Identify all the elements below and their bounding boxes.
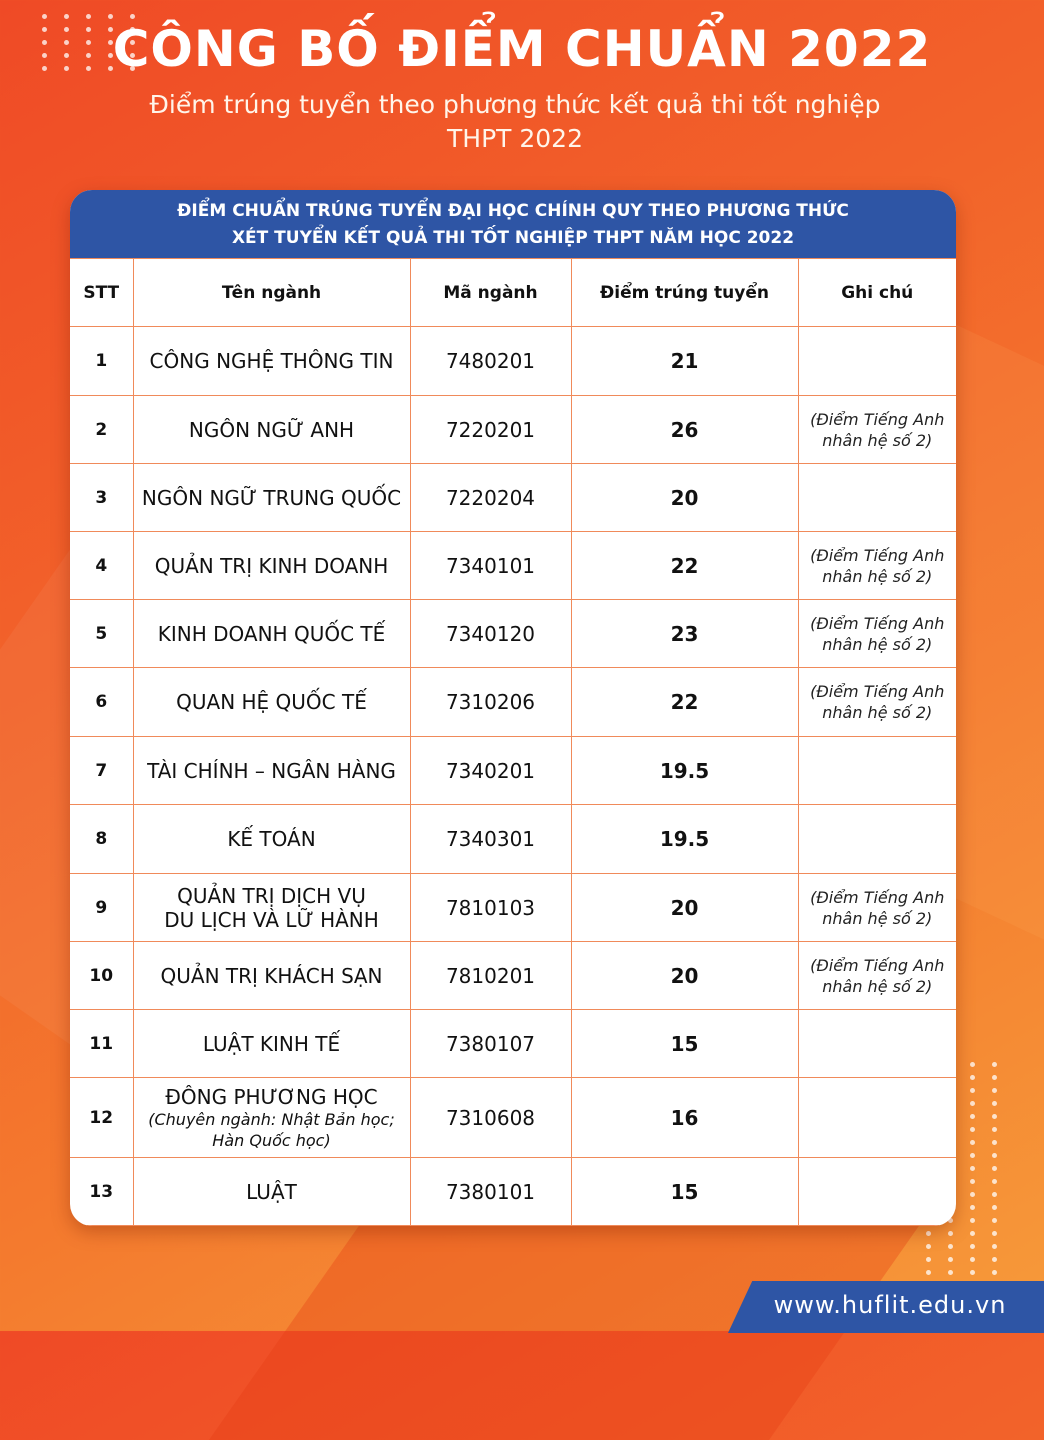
row-code: 7340201 (410, 737, 571, 805)
row-name: NGÔN NGỮ ANH (133, 396, 410, 464)
table-row (70, 737, 956, 805)
row-name: QUẢN TRỊ KINH DOANH (133, 532, 410, 600)
row-stt: 8 (70, 805, 133, 874)
table-row (70, 668, 956, 737)
table-row (70, 1010, 956, 1078)
row-note (798, 805, 956, 874)
note-line: (Điểm Tiếng Anh (810, 613, 945, 633)
row-name-sub: Hàn Quốc học) (212, 1130, 331, 1150)
subtitle-line: THPT 2022 (447, 124, 583, 153)
note-line: nhân hệ số 2) (822, 703, 933, 722)
table-row (70, 600, 956, 668)
column-header-score: Điểm trúng tuyển (571, 259, 798, 327)
table-row (70, 464, 956, 532)
row-name-line: QUẢN TRỊ DỊCH VỤ (177, 883, 366, 908)
row-score: 19.5 (571, 805, 798, 874)
row-note (798, 942, 956, 1010)
note-line: (Điểm Tiếng Anh (810, 545, 945, 565)
table-row (70, 532, 956, 600)
row-note (798, 1078, 956, 1158)
row-name (133, 1078, 410, 1158)
score-table (70, 258, 956, 1226)
table-heading (70, 190, 956, 258)
row-name: LUẬT (133, 1158, 410, 1226)
row-note (798, 874, 956, 942)
table-row (70, 874, 956, 942)
row-score: 16 (571, 1078, 798, 1158)
row-name: QUAN HỆ QUỐC TẾ (133, 668, 410, 737)
row-score: 19.5 (571, 737, 798, 805)
row-stt: 5 (70, 600, 133, 668)
note-line: nhân hệ số 2) (822, 976, 933, 996)
row-note (798, 668, 956, 737)
row-score: 15 (571, 1010, 798, 1078)
row-note (798, 737, 956, 805)
note-line: (Điểm Tiếng Anh (810, 955, 945, 975)
note-line: (Điểm Tiếng Anh (810, 409, 945, 429)
row-name: LUẬT KINH TẾ (133, 1010, 410, 1078)
row-score: 20 (571, 464, 798, 532)
row-note (798, 1158, 956, 1226)
row-name: QUẢN TRỊ KHÁCH SẠN (133, 942, 410, 1010)
row-stt: 7 (70, 737, 133, 805)
row-stt: 2 (70, 396, 133, 464)
row-stt: 1 (70, 327, 133, 396)
row-code: 7340120 (410, 600, 571, 668)
note-line: nhân hệ số 2) (822, 566, 933, 586)
row-name: CÔNG NGHỆ THÔNG TIN (133, 327, 410, 396)
column-header-stt: STT (70, 259, 133, 327)
row-stt: 12 (70, 1078, 133, 1158)
row-name: KẾ TOÁN (133, 805, 410, 874)
row-code: 7380101 (410, 1158, 571, 1226)
row-name: KINH DOANH QUỐC TẾ (133, 600, 410, 668)
row-code: 7340101 (410, 532, 571, 600)
column-header-code: Mã ngành (410, 259, 571, 327)
row-code: 7220204 (410, 464, 571, 532)
row-stt: 11 (70, 1010, 133, 1078)
page-subtitle (100, 88, 930, 156)
row-name-sub: (Chuyên ngành: Nhật Bản học; (148, 1109, 395, 1129)
row-code: 7220201 (410, 396, 571, 464)
row-score: 21 (571, 327, 798, 396)
row-name (133, 874, 410, 942)
row-score: 20 (571, 874, 798, 942)
row-name: TÀI CHÍNH – NGÂN HÀNG (133, 737, 410, 805)
subtitle-line: Điểm trúng tuyển theo phương thức kết quả thi tốt nghiệp (149, 90, 881, 119)
row-name: NGÔN NGỮ TRUNG QUỐC (133, 464, 410, 532)
row-note (798, 464, 956, 532)
row-code: 7310206 (410, 668, 571, 737)
note-line: (Điểm Tiếng Anh (810, 887, 945, 907)
table-heading-line: XÉT TUYỂN KẾT QUẢ THI TỐT NGHIỆP THPT NĂM HỌC 2022 (231, 228, 795, 248)
table-row (70, 396, 956, 464)
note-line: nhân hệ số 2) (822, 634, 933, 654)
table-row (70, 805, 956, 874)
column-header-note: Ghi chú (798, 259, 956, 327)
row-score: 23 (571, 600, 798, 668)
row-stt: 13 (70, 1158, 133, 1226)
table-row (70, 1158, 956, 1226)
row-code: 7380107 (410, 1010, 571, 1078)
row-code: 7310608 (410, 1078, 571, 1158)
row-name-line: DU LỊCH VÀ LỮ HÀNH (164, 907, 379, 932)
column-header-name: Tên ngành (133, 259, 410, 327)
note-line: nhân hệ số 2) (822, 908, 933, 928)
row-note (798, 600, 956, 668)
row-stt: 9 (70, 874, 133, 942)
row-code: 7340301 (410, 805, 571, 874)
row-note (798, 532, 956, 600)
table-row (70, 1078, 956, 1158)
score-table-card (70, 190, 956, 1226)
row-stt: 6 (70, 668, 133, 737)
page-title: CÔNG BỐ ĐIỂM CHUẨN 2022 (112, 20, 932, 78)
website-url[interactable]: www.huflit.edu.vn (773, 1291, 1007, 1319)
row-score: 22 (571, 532, 798, 600)
table-row (70, 327, 956, 396)
row-code: 7810201 (410, 942, 571, 1010)
row-score: 22 (571, 668, 798, 737)
row-code: 7810103 (410, 874, 571, 942)
table-header-row (70, 259, 956, 327)
row-note (798, 396, 956, 464)
table-heading-line: ĐIỂM CHUẨN TRÚNG TUYỂN ĐẠI HỌC CHÍNH QUY THEO PHƯƠNG THỨC (177, 201, 849, 221)
row-name-line: ĐÔNG PHƯƠNG HỌC (165, 1084, 378, 1109)
note-line: (Điểm Tiếng Anh (810, 682, 945, 701)
table-row (70, 942, 956, 1010)
row-stt: 10 (70, 942, 133, 1010)
row-code: 7480201 (410, 327, 571, 396)
row-note (798, 1010, 956, 1078)
row-score: 15 (571, 1158, 798, 1226)
row-note (798, 327, 956, 396)
row-stt: 3 (70, 464, 133, 532)
row-stt: 4 (70, 532, 133, 600)
note-line: nhân hệ số 2) (822, 430, 933, 450)
row-score: 20 (571, 942, 798, 1010)
row-score: 26 (571, 396, 798, 464)
